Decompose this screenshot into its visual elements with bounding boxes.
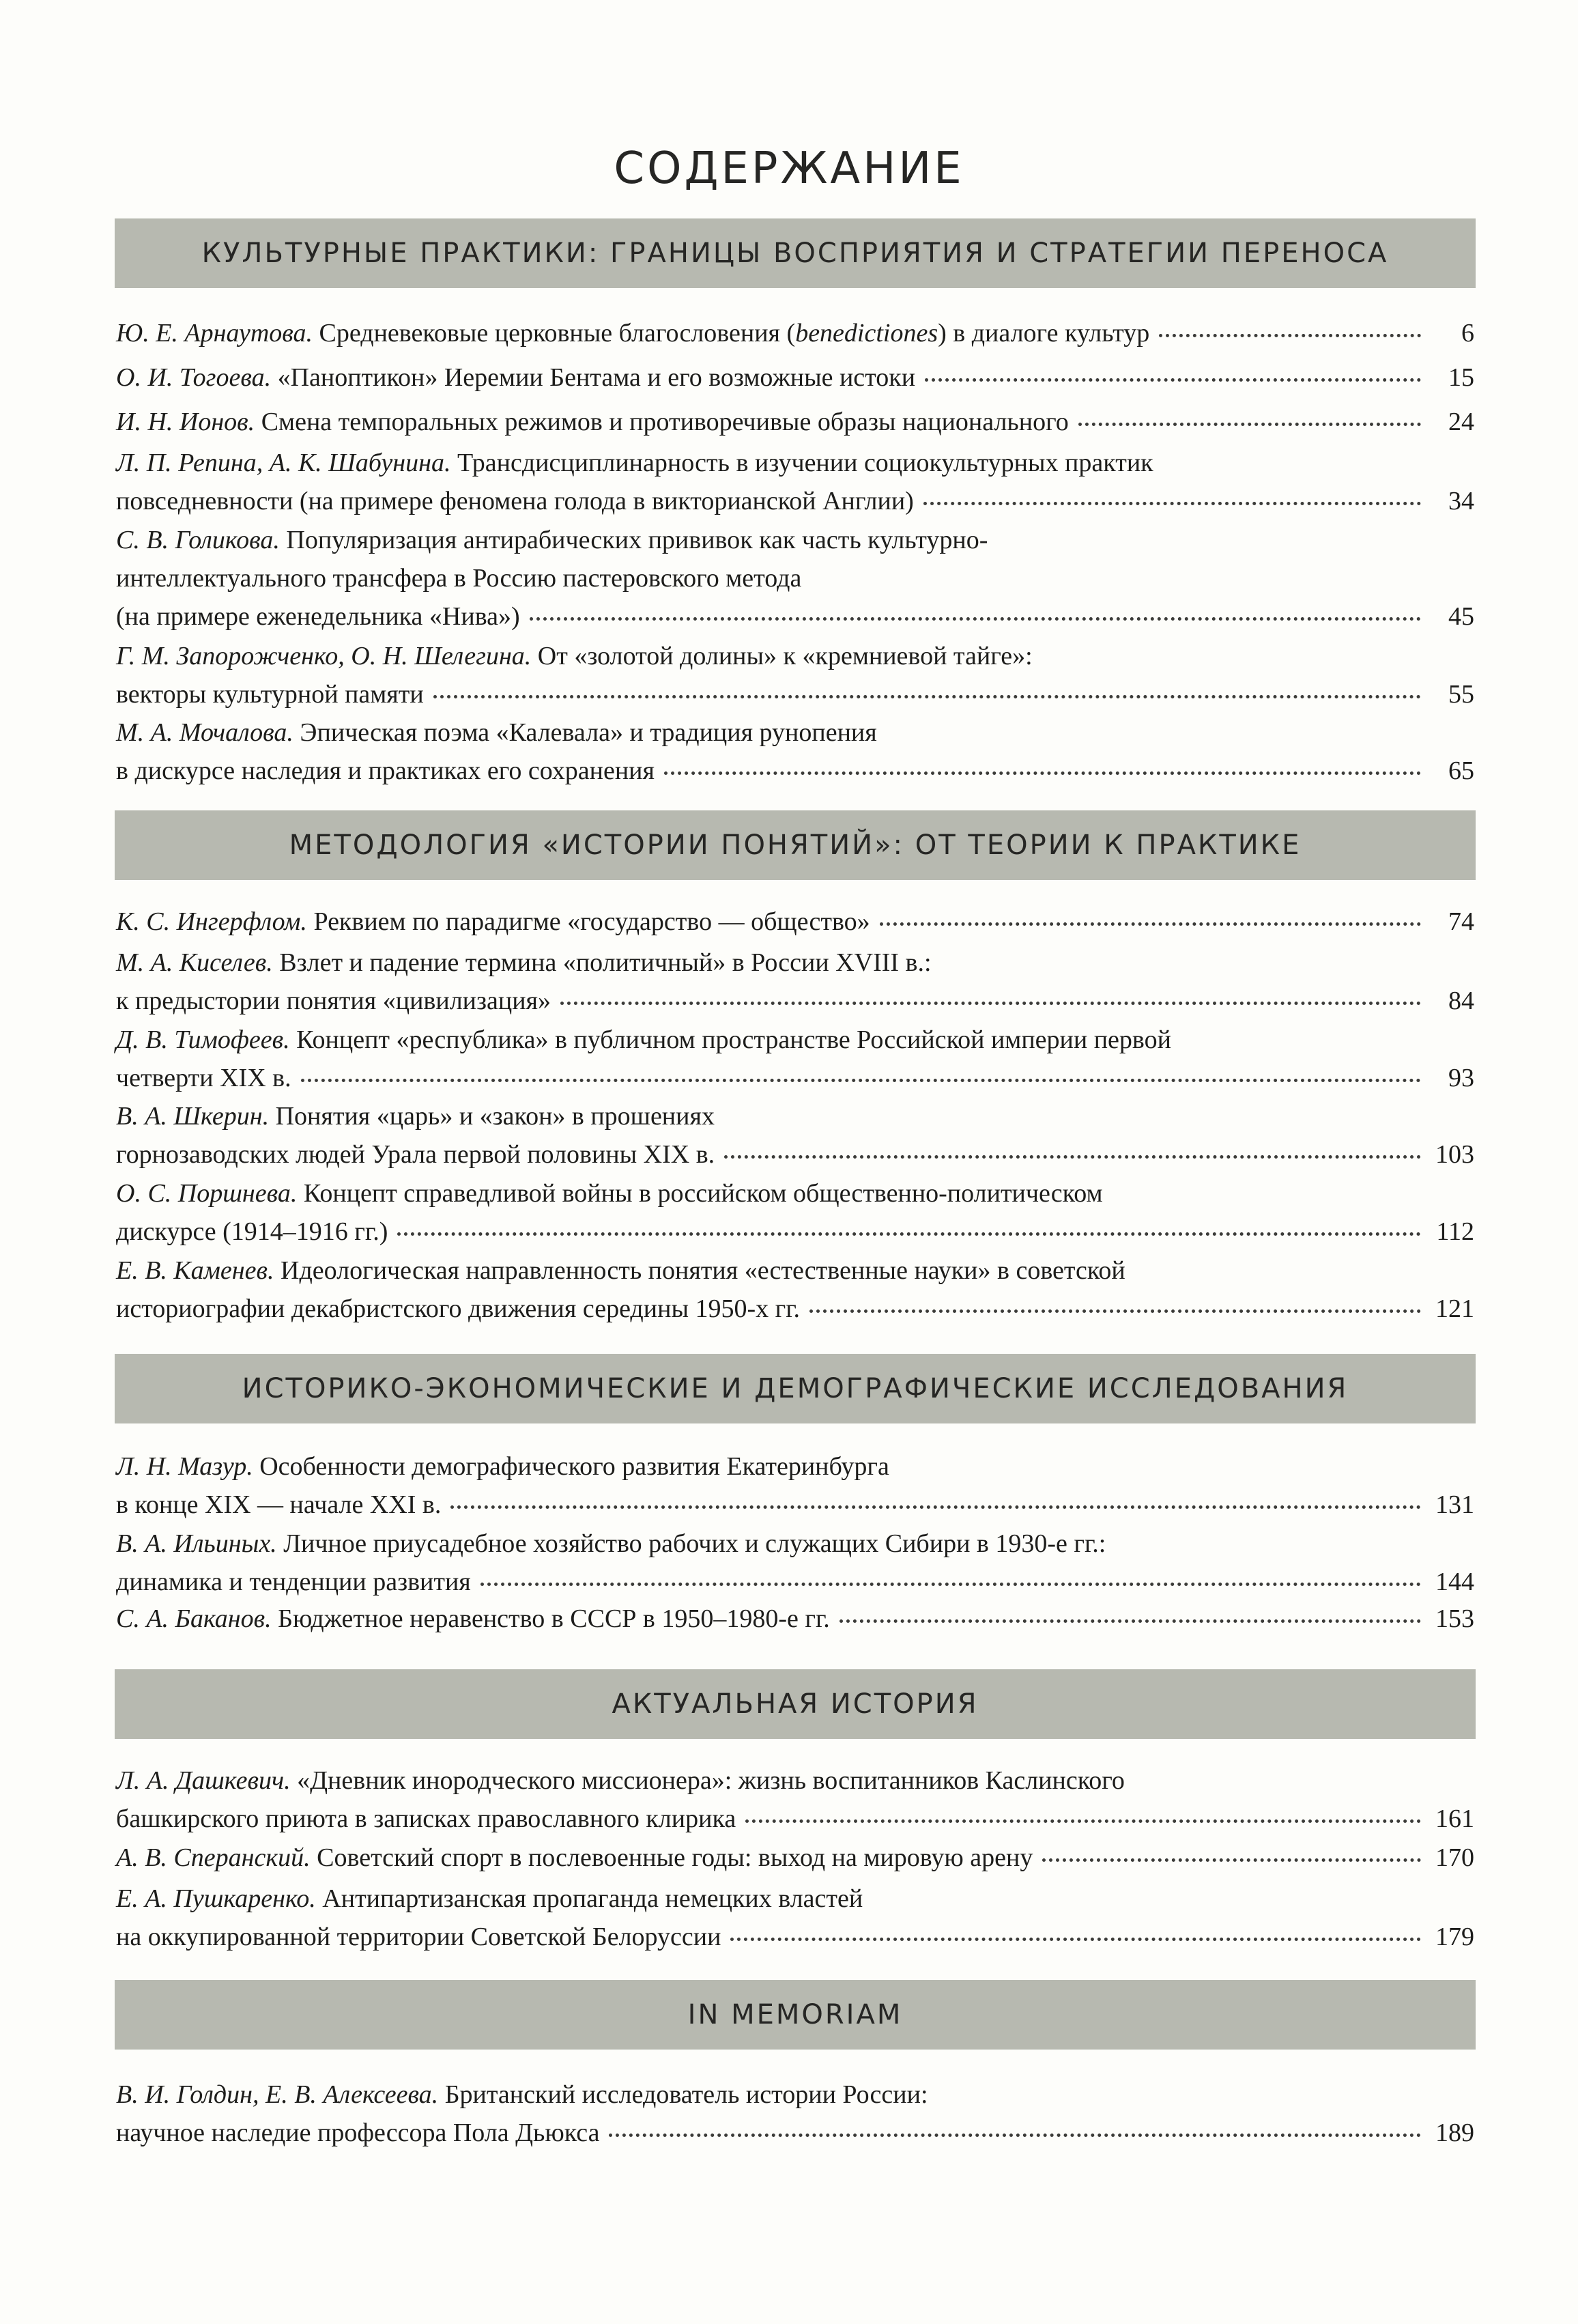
page-number: 103 <box>1435 1140 1474 1169</box>
page-number: 34 <box>1448 487 1474 515</box>
entry-title: Эпическая поэма «Калевала» и традиция рунопения <box>293 718 877 747</box>
toc-entry[interactable] <box>116 521 1474 636</box>
entry-title-cont: научное наследие профессора Пола Дьюкса <box>116 2118 600 2147</box>
section-heading: ИСТОРИКО-ЭКОНОМИЧЕСКИЕ И ДЕМОГРАФИЧЕСКИЕ ИССЛЕДОВАНИЯ <box>115 1354 1476 1423</box>
entry-title-cont: историографии декабристского движения середины 1950-х гг. <box>116 1294 801 1323</box>
entry-title-cont: в дискурсе наследия и практиках его сохранения <box>116 756 655 785</box>
toc-entry[interactable] <box>116 1097 1474 1174</box>
entry-title: Трансдисциплинарность в изучении социокультурных практик <box>450 449 1153 477</box>
dot-leader <box>840 1619 1421 1623</box>
dot-leader <box>923 502 1421 505</box>
entry-author: Л. П. Репина, А. К. Шабунина. <box>116 449 451 477</box>
entry-title-cont: дискурсе (1914–1916 гг.) <box>116 1217 388 1246</box>
entry-title-part: ) в диалоге культур <box>938 319 1150 348</box>
entry-title: От «золотой долины» к «кремниевой тайге»: <box>531 642 1033 670</box>
page-number: 24 <box>1448 408 1474 436</box>
page-number: 179 <box>1435 1923 1474 1951</box>
dot-leader <box>745 1819 1421 1823</box>
entry-title: Личное приусадебное хозяйство рабочих и служащих Сибири в 1930-е гг.: <box>276 1529 1106 1558</box>
entry-title-cont: векторы культурной памяти <box>116 680 424 709</box>
entry-author: М. А. Киселев. <box>116 948 273 977</box>
toc-entry[interactable] <box>116 1761 1474 1838</box>
page-number: 144 <box>1435 1568 1474 1596</box>
entry-author: В. А. Шкерин. <box>116 1102 270 1131</box>
entry-author: В. И. Голдин, Е. В. Алексеева. <box>116 2080 439 2109</box>
page-number: 15 <box>1448 363 1474 392</box>
dot-leader <box>730 1938 1421 1941</box>
entry-author: Д. В. Тимофеев. <box>116 1025 290 1054</box>
toc-entry[interactable] <box>116 444 1474 520</box>
entry-author: С. В. Голикова. <box>116 526 280 554</box>
entry-author: А. В. Сперанский. <box>116 1843 311 1872</box>
page-number: 153 <box>1435 1604 1474 1633</box>
page-number: 65 <box>1448 756 1474 785</box>
dot-leader <box>560 1002 1421 1005</box>
dot-leader <box>530 617 1421 621</box>
page-number: 45 <box>1448 602 1474 631</box>
entry-title-cont: динамика и тенденции развития <box>116 1568 471 1596</box>
dot-leader <box>1078 423 1421 426</box>
toc-entry[interactable] <box>116 1600 1474 1638</box>
page-number: 84 <box>1448 987 1474 1015</box>
entry-title: Популяризация антирабических прививок как часть культурно- <box>279 526 988 554</box>
toc-entry[interactable] <box>116 1839 1474 1877</box>
toc-entry[interactable] <box>116 713 1474 790</box>
entry-title-cont: четверти XIX в. <box>116 1064 291 1092</box>
dot-leader <box>880 922 1421 926</box>
toc-entry[interactable] <box>116 1021 1474 1097</box>
toc-entry[interactable] <box>116 1880 1474 1956</box>
entry-title: Концепт «республика» в публичном пространстве Российской империи первой <box>289 1025 1171 1054</box>
entry-title: Концепт справедливой войны в российском общественно-политическом <box>297 1179 1103 1208</box>
page-number: 74 <box>1448 907 1474 936</box>
toc-entry[interactable] <box>116 358 1474 397</box>
dot-leader <box>609 2134 1421 2137</box>
entry-title-cont: повседневности (на примере феномена голода в викторианской Англии) <box>116 487 914 515</box>
entry-title: Понятия «царь» и «закон» в прошениях <box>269 1102 715 1131</box>
entry-author: Ю. Е. Арнаутова. <box>116 319 313 348</box>
toc-entry[interactable] <box>116 314 1474 352</box>
entry-title: Бюджетное неравенство в СССР в 1950–1980-е гг. <box>271 1604 830 1633</box>
dot-leader <box>1159 334 1421 337</box>
entry-author: Е. В. Каменев. <box>116 1256 274 1285</box>
entry-title: Особенности демографического развития Екатеринбурга <box>253 1452 889 1481</box>
entry-title: Советский спорт в послевоенные годы: выход на мировую арену <box>310 1843 1033 1872</box>
entry-title: Антипартизанская пропаганда немецких властей <box>315 1884 863 1913</box>
dot-leader <box>301 1079 1421 1082</box>
dot-leader <box>1042 1858 1421 1862</box>
page-number: 93 <box>1448 1064 1474 1092</box>
dot-leader <box>809 1309 1421 1313</box>
toc-entry[interactable] <box>116 403 1474 441</box>
page-number: 6 <box>1461 319 1474 348</box>
entry-author: О. С. Поршнева. <box>116 1179 298 1208</box>
section-heading: АКТУАЛЬНАЯ ИСТОРИЯ <box>115 1669 1476 1739</box>
entry-title: «Дневник инородческого миссионера»: жизнь воспитанников Каслинского <box>290 1766 1125 1795</box>
toc-entry[interactable] <box>116 1525 1474 1601</box>
entry-title-cont: горнозаводских людей Урала первой половины XIX в. <box>116 1140 715 1169</box>
toc-entry[interactable] <box>116 903 1474 941</box>
toc-entry[interactable] <box>116 2075 1474 2152</box>
dot-leader <box>450 1505 1421 1509</box>
entry-author: С. А. Баканов. <box>116 1604 272 1633</box>
dot-leader <box>664 771 1421 775</box>
toc-entry[interactable] <box>116 637 1474 713</box>
entry-title-cont: на оккупированной территории Советской Белоруссии <box>116 1923 721 1951</box>
entry-author: В. А. Ильиных. <box>116 1529 277 1558</box>
entry-title-cont: (на примере еженедельника «Нива») <box>116 602 520 631</box>
entry-title-cont: башкирского приюта в записках православного клирика <box>116 1804 736 1833</box>
dot-leader <box>433 695 1421 698</box>
entry-title-part: Средневековые церковные благословения ( <box>313 319 796 348</box>
entry-title: Смена темпоральных режимов и противоречивые образы национального <box>255 408 1069 436</box>
entry-author: Л. А. Дашкевич. <box>116 1766 291 1795</box>
section-heading: МЕТОДОЛОГИЯ «ИСТОРИИ ПОНЯТИЙ»: ОТ ТЕОРИИ К ПРАКТИКЕ <box>115 810 1476 880</box>
entry-author: И. Н. Ионов. <box>116 408 255 436</box>
page-number: 55 <box>1448 680 1474 709</box>
section-heading: IN MEMORIAM <box>115 1980 1476 2050</box>
page-number: 170 <box>1435 1843 1474 1872</box>
entry-title: Реквием по парадигме «государство — общество» <box>306 907 870 936</box>
entry-title-cont: к предыстории понятия «цивилизация» <box>116 987 551 1015</box>
page-number: 121 <box>1435 1294 1474 1323</box>
dot-leader <box>724 1155 1421 1159</box>
entry-author: Л. Н. Мазур. <box>116 1452 253 1481</box>
dot-leader <box>397 1232 1421 1236</box>
entry-author: Е. А. Пушкаренко. <box>116 1884 316 1913</box>
page-number: 131 <box>1435 1490 1474 1519</box>
page-title: СОДЕРЖАНИЕ <box>614 143 964 194</box>
page-number: 112 <box>1436 1217 1474 1246</box>
entry-author: М. А. Мочалова. <box>116 718 293 747</box>
dot-leader <box>925 378 1421 382</box>
entry-title-cont: в конце XIX — начале XXI в. <box>116 1490 442 1519</box>
toc-entry[interactable] <box>116 1251 1474 1328</box>
entry-title-italic: benedictiones <box>795 319 938 348</box>
section-heading: КУЛЬТУРНЫЕ ПРАКТИКИ: ГРАНИЦЫ ВОСПРИЯТИЯ И СТРАТЕГИИ ПЕРЕНОСА <box>115 218 1476 288</box>
entry-title: Британский исследователь истории России: <box>438 2080 928 2109</box>
toc-entry[interactable] <box>116 1174 1474 1251</box>
entry-title: «Паноптикон» Иеремии Бентама и его возможные истоки <box>271 363 916 392</box>
entry-title-cont: интеллектуального трансфера в Россию пастеровского метода <box>116 564 802 593</box>
entry-author: Г. М. Запорожченко, О. Н. Шелегина. <box>116 642 532 670</box>
toc-entry[interactable] <box>116 944 1474 1020</box>
page-number: 161 <box>1435 1804 1474 1833</box>
dot-leader <box>480 1583 1421 1586</box>
entry-title: Идеологическая направленность понятия «естественные науки» в советской <box>274 1256 1125 1285</box>
toc-entry[interactable] <box>116 1447 1474 1524</box>
entry-author: О. И. Тогоева. <box>116 363 272 392</box>
entry-title: Взлет и падение термина «политичный» в России XVIII в.: <box>272 948 932 977</box>
page-number: 189 <box>1435 2118 1474 2147</box>
entry-author: К. С. Ингерфлом. <box>116 907 307 936</box>
